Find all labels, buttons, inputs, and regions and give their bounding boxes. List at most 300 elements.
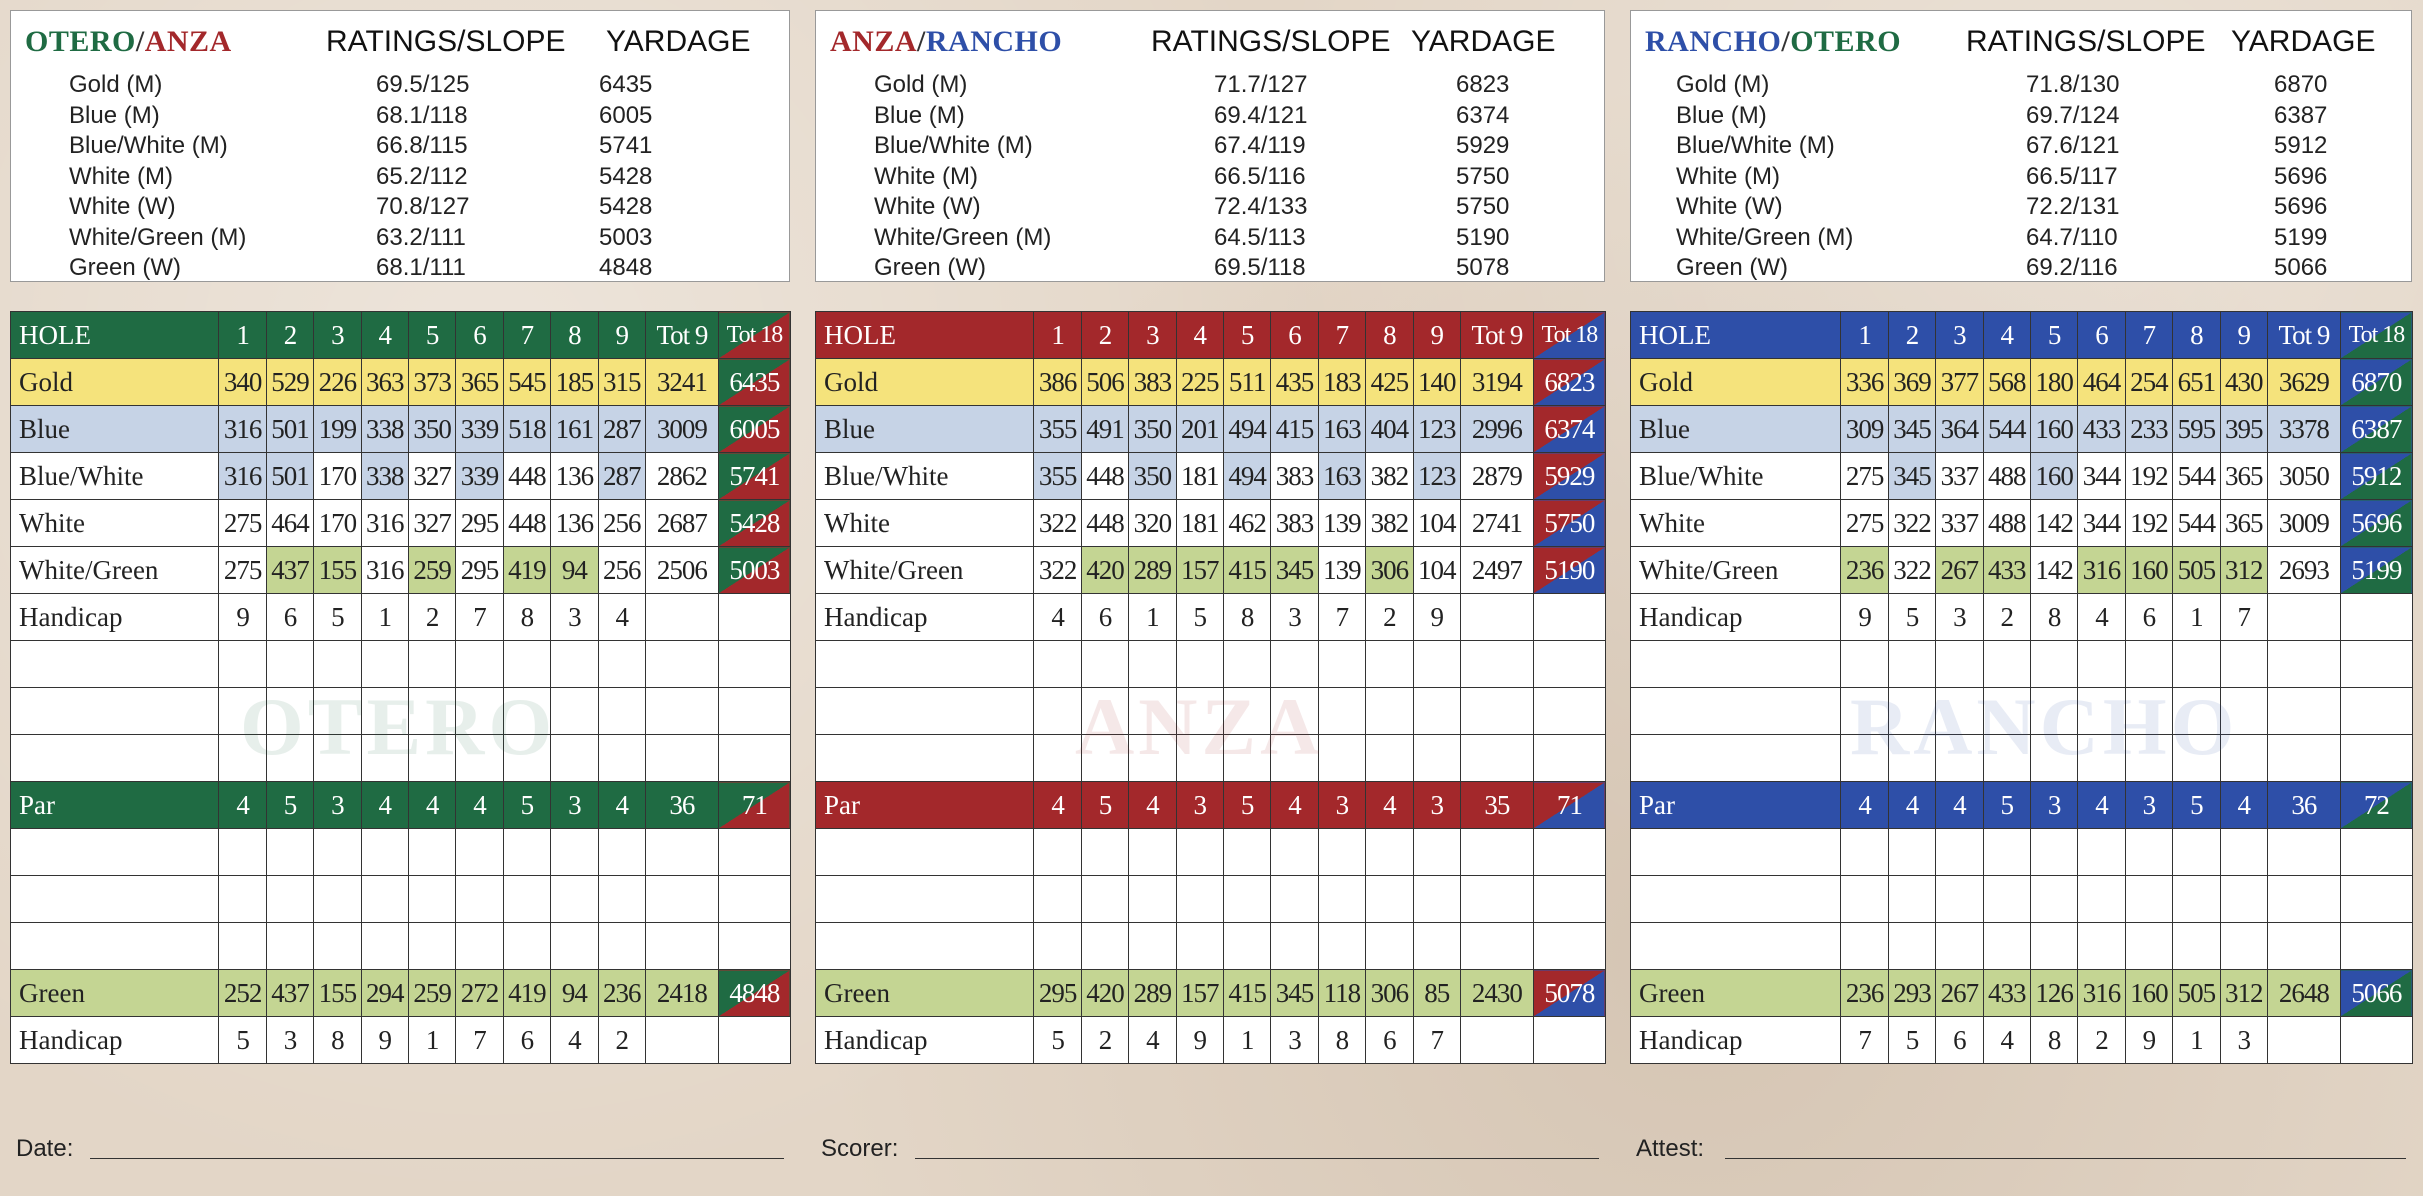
score-cell [2267,876,2340,923]
hole-yardage: 383 [1271,453,1318,500]
score-cell [1129,735,1176,782]
hole-yardage: 170 [314,453,361,500]
score-cell [1533,735,1605,782]
tee-name: Blue/White (M) [1676,132,1835,159]
hole-yardage: 355 [1034,453,1081,500]
green-yardage: 433 [1983,970,2030,1017]
score-cell [551,923,598,970]
handicap-value: 1 [1129,594,1176,641]
score-cell [314,641,361,688]
rating-row [11,193,789,224]
score-entry-row[interactable] [816,923,1606,970]
tee-row [1631,500,2413,547]
green-yardage: 236 [598,970,645,1017]
tee-label: Blue [1631,406,1841,453]
hole-yardage: 365 [2220,453,2267,500]
handicap-value: 6 [266,594,313,641]
par-value: 4 [1888,782,1935,829]
handicap-value: 9 [1176,1017,1223,1064]
tee-label: White [11,500,219,547]
rating-row [816,132,1604,163]
score-cell [11,876,219,923]
hole-yardage: 544 [2173,500,2220,547]
tot18-yardage: 5003 [718,547,790,594]
par-value: 3 [1176,782,1223,829]
hole-number: 4 [361,312,408,359]
tee-label: White/Green [11,547,219,594]
tot18-yardage: 5912 [2340,453,2412,500]
ratings-box [10,10,790,282]
hole-yardage: 322 [1034,500,1081,547]
par-value: 3 [2125,782,2172,829]
score-cell [1413,876,1460,923]
score-cell [1460,923,1533,970]
green-yardage: 252 [219,970,266,1017]
handicap-value: 9 [1841,594,1888,641]
score-cell [598,923,645,970]
hole-yardage: 275 [1841,453,1888,500]
score-entry-row[interactable] [816,876,1606,923]
hole-yardage: 104 [1413,547,1460,594]
score-cell [1129,923,1176,970]
score-cell [266,923,313,970]
score-cell [1841,876,1888,923]
hole-yardage: 267 [1936,547,1983,594]
hole-number: 6 [2078,312,2125,359]
score-cell [1631,829,1841,876]
score-entry-row[interactable] [816,641,1606,688]
hole-yardage: 287 [598,406,645,453]
score-cell [408,923,455,970]
score-cell [1888,876,1935,923]
green-yardage: 345 [1271,970,1318,1017]
hole-yardage: 448 [503,500,550,547]
rating-slope-value: 66.5/116 [1214,162,1306,190]
tee-row [816,406,1606,453]
score-cell [266,641,313,688]
score-cell [1841,688,1888,735]
score-entry-row[interactable] [1631,735,2413,782]
rating-row [1631,224,2411,255]
hole-header-row [11,312,791,359]
tee-label: Gold [816,359,1034,406]
score-cell [2173,829,2220,876]
hole-yardage: 345 [1888,453,1935,500]
hole-yardage: 369 [1888,359,1935,406]
score-cell [2220,735,2267,782]
par-value: 4 [1841,782,1888,829]
handicap-value: 3 [1271,594,1318,641]
score-cell [2078,923,2125,970]
handicap-value: 1 [408,1017,455,1064]
score-entry-row[interactable] [1631,829,2413,876]
score-cell [2340,688,2412,735]
hole-yardage: 336 [1841,359,1888,406]
signature-label: Scorer: [821,1135,899,1162]
handicap-value: 1 [2173,594,2220,641]
course-name-front: RANCHO [1645,25,1782,58]
score-cell [645,688,718,735]
signature-line[interactable] [1725,1158,2406,1159]
score-entry-row[interactable] [11,923,791,970]
tot9-yardage: 3629 [2267,359,2340,406]
score-entry-row[interactable] [11,735,791,782]
hole-yardage: 501 [266,406,313,453]
handicap-label: Handicap [1631,594,1841,641]
score-cell [1034,735,1081,782]
score-entry-row[interactable] [11,876,791,923]
tot18-yardage: 5696 [2340,500,2412,547]
green-label: Green [816,970,1034,1017]
score-cell [1176,641,1223,688]
tot9-yardage: 3009 [2267,500,2340,547]
score-cell [551,829,598,876]
tee-row [11,547,791,594]
score-cell [2078,829,2125,876]
green-tee-row [816,970,1606,1017]
ratings-slope-header: RATINGS/SLOPE [1966,25,2206,58]
score-entry-row[interactable] [1631,688,2413,735]
score-cell [816,688,1034,735]
score-cell [1631,735,1841,782]
tee-label: Blue [816,406,1034,453]
par-tot9: 36 [645,782,718,829]
score-cell [266,829,313,876]
handicap-value: 2 [1081,1017,1128,1064]
score-cell [2125,876,2172,923]
par-tot18: 71 [718,782,790,829]
score-cell [1413,641,1460,688]
green-yardage: 505 [2173,970,2220,1017]
handicap-value: 5 [1034,1017,1081,1064]
hole-yardage: 344 [2078,453,2125,500]
score-cell [598,641,645,688]
score-cell [219,735,266,782]
rating-row [11,163,789,194]
tee-row [816,359,1606,406]
score-cell [219,923,266,970]
hole-yardage: 94 [551,547,598,594]
hole-number: 7 [503,312,550,359]
score-cell [718,641,790,688]
score-cell [1983,641,2030,688]
rating-slope-value: 67.6/121 [2026,132,2120,159]
slash-separator: / [917,25,926,58]
score-cell [2220,641,2267,688]
par-tot9: 35 [1460,782,1533,829]
score-cell [1631,641,1841,688]
score-cell [1841,641,1888,688]
handicap-value: 3 [551,594,598,641]
rating-slope-value: 63.2/111 [376,223,466,251]
tot9-yardage: 3009 [645,406,718,453]
empty-cell [2267,594,2340,641]
yardage-value: 5750 [1456,193,1510,220]
hole-yardage: 419 [503,547,550,594]
hole-number: 1 [1034,312,1081,359]
tot18-yardage: 5190 [1533,547,1605,594]
score-cell [1631,688,1841,735]
par-value: 4 [598,782,645,829]
score-cell [2030,688,2077,735]
tot9-yardage: 2506 [645,547,718,594]
handicap-value: 7 [456,594,503,641]
handicap-value: 7 [1318,594,1365,641]
hole-yardage: 192 [2125,453,2172,500]
score-cell [1888,641,1935,688]
hole-number: 3 [1129,312,1176,359]
tot9-yardage: 3378 [2267,406,2340,453]
hole-yardage: 312 [2220,547,2267,594]
tee-name: Gold (M) [874,71,968,98]
score-cell [456,688,503,735]
rating-row [1631,102,2411,133]
score-cell [1460,735,1533,782]
scorecard-table [10,311,791,1064]
rating-row [816,102,1604,133]
yardage-value: 5066 [2274,254,2328,281]
score-cell [1841,923,1888,970]
score-cell [816,641,1034,688]
tee-row [1631,359,2413,406]
tot18-header: Tot 18 [2340,312,2412,359]
green-yardage: 293 [1888,970,1935,1017]
score-cell [1841,829,1888,876]
score-cell [361,688,408,735]
hole-yardage: 316 [219,453,266,500]
par-label: Par [816,782,1034,829]
hole-yardage: 142 [2030,500,2077,547]
hole-yardage: 491 [1081,406,1128,453]
handicap-value: 4 [598,594,645,641]
hole-yardage: 181 [1176,500,1223,547]
rating-row [816,193,1604,224]
score-cell [2173,876,2220,923]
par-row [11,782,791,829]
hole-yardage: 340 [219,359,266,406]
empty-cell [645,1017,718,1064]
score-cell [1081,688,1128,735]
score-cell [266,876,313,923]
ratings-box [815,10,1605,282]
score-entry-row[interactable] [11,829,791,876]
tee-name: White/Green (M) [69,223,247,251]
handicap-value: 4 [1034,594,1081,641]
green-yardage: 437 [266,970,313,1017]
hole-yardage: 139 [1318,500,1365,547]
par-value: 4 [456,782,503,829]
score-cell [2125,923,2172,970]
score-cell [314,829,361,876]
yardage-header: YARDAGE [606,25,751,58]
score-cell [1176,829,1223,876]
score-cell [1533,829,1605,876]
score-entry-row[interactable] [816,735,1606,782]
score-entry-row[interactable] [816,829,1606,876]
score-cell [1318,735,1365,782]
handicap-value: 1 [361,594,408,641]
score-cell [551,688,598,735]
rating-slope-value: 70.8/127 [376,193,470,220]
tee-label: Blue/White [816,453,1034,500]
score-cell [1631,876,1841,923]
hole-yardage: 254 [2125,359,2172,406]
handicap-value: 3 [2220,1017,2267,1064]
handicap-value: 5 [219,1017,266,1064]
score-cell [718,829,790,876]
score-entry-row[interactable] [1631,641,2413,688]
handicap-row [11,594,791,641]
rating-slope-value: 69.5/118 [1214,254,1306,281]
par-value: 3 [314,782,361,829]
hole-number: 9 [2220,312,2267,359]
score-entry-row[interactable] [11,688,791,735]
hole-number: 8 [551,312,598,359]
handicap-value: 4 [1129,1017,1176,1064]
hole-number: 2 [1081,312,1128,359]
score-cell [1318,876,1365,923]
hole-yardage: 181 [1176,453,1223,500]
score-cell [2030,829,2077,876]
score-cell [1631,923,1841,970]
tot18-yardage: 6823 [1533,359,1605,406]
hole-yardage: 161 [551,406,598,453]
hole-yardage: 386 [1034,359,1081,406]
tee-row [11,359,791,406]
score-cell [1983,876,2030,923]
score-cell [408,641,455,688]
score-cell [1034,829,1081,876]
handicap-value: 3 [1936,594,1983,641]
hole-number: 3 [1936,312,1983,359]
hole-number: 8 [2173,312,2220,359]
score-cell [2125,688,2172,735]
score-cell [1176,923,1223,970]
par-value: 4 [1034,782,1081,829]
score-cell [361,829,408,876]
hole-yardage: 404 [1366,406,1413,453]
hole-yardage: 373 [408,359,455,406]
yardage-value: 5199 [2274,223,2328,251]
rating-row [816,71,1604,102]
par-value: 3 [1318,782,1365,829]
hole-yardage: 139 [1318,547,1365,594]
hole-yardage: 256 [598,547,645,594]
par-row [816,782,1606,829]
score-cell [266,688,313,735]
score-cell [408,688,455,735]
hole-yardage: 420 [1081,547,1128,594]
signature-label: Attest: [1636,1135,1705,1162]
tee-name: White (M) [69,162,173,190]
hole-number: 9 [598,312,645,359]
hole-yardage: 289 [1129,547,1176,594]
handicap-value: 7 [456,1017,503,1064]
rating-slope-value: 68.1/118 [376,101,468,129]
score-cell [1223,641,1270,688]
hole-yardage: 448 [503,453,550,500]
score-cell [2340,641,2412,688]
yardage-value: 4848 [599,254,653,281]
green-tot9: 2648 [2267,970,2340,1017]
score-cell [1366,641,1413,688]
tee-label: Blue [11,406,219,453]
hole-yardage: 295 [456,547,503,594]
hole-yardage: 163 [1318,453,1365,500]
tee-row [816,547,1606,594]
score-cell [1460,829,1533,876]
hole-yardage: 448 [1081,500,1128,547]
score-cell [503,641,550,688]
hole-yardage: 363 [361,359,408,406]
score-entry-row[interactable] [1631,923,2413,970]
hole-yardage: 435 [1271,359,1318,406]
hole-yardage: 433 [1983,547,2030,594]
score-cell [1983,923,2030,970]
hole-yardage: 136 [551,500,598,547]
yardage-value: 6435 [599,71,653,98]
handicap-value: 8 [1223,594,1270,641]
tee-row [11,453,791,500]
signature-line[interactable] [915,1158,1599,1159]
tot18-yardage: 5741 [718,453,790,500]
par-value: 5 [1983,782,2030,829]
hole-yardage: 327 [408,500,455,547]
score-cell [408,829,455,876]
score-cell [219,876,266,923]
par-value: 4 [1271,782,1318,829]
handicap-value: 2 [1366,594,1413,641]
score-cell [1366,876,1413,923]
rating-slope-value: 69.4/121 [1214,101,1308,129]
handicap-value: 9 [219,594,266,641]
hole-yardage: 160 [2125,547,2172,594]
hole-yardage: 337 [1936,500,1983,547]
green-yardage: 118 [1318,970,1365,1017]
green-tot18: 4848 [718,970,790,1017]
score-cell [456,829,503,876]
hole-yardage: 529 [266,359,313,406]
rating-row [11,71,789,102]
signature-line[interactable] [90,1158,784,1159]
hole-yardage: 201 [1176,406,1223,453]
hole-number: 5 [408,312,455,359]
hole-yardage: 511 [1223,359,1270,406]
score-entry-row[interactable] [1631,876,2413,923]
hole-header-row [816,312,1606,359]
score-cell [2030,923,2077,970]
tot9-yardage: 2879 [1460,453,1533,500]
hole-number: 1 [1841,312,1888,359]
hole-number: 5 [1223,312,1270,359]
score-cell [1223,876,1270,923]
score-cell [1034,876,1081,923]
score-entry-row[interactable] [816,688,1606,735]
score-cell [1366,735,1413,782]
rating-row [1631,71,2411,102]
tee-name: White (M) [874,162,978,190]
hole-yardage: 236 [1841,547,1888,594]
tee-name: White (W) [1676,193,1783,220]
tot9-yardage: 2862 [645,453,718,500]
score-cell [598,829,645,876]
hole-yardage: 345 [1888,406,1935,453]
tot18-header: Tot 18 [1533,312,1605,359]
hole-yardage: 275 [219,500,266,547]
score-entry-row[interactable] [11,641,791,688]
ratings-slope-header: RATINGS/SLOPE [326,25,566,58]
score-cell [219,641,266,688]
